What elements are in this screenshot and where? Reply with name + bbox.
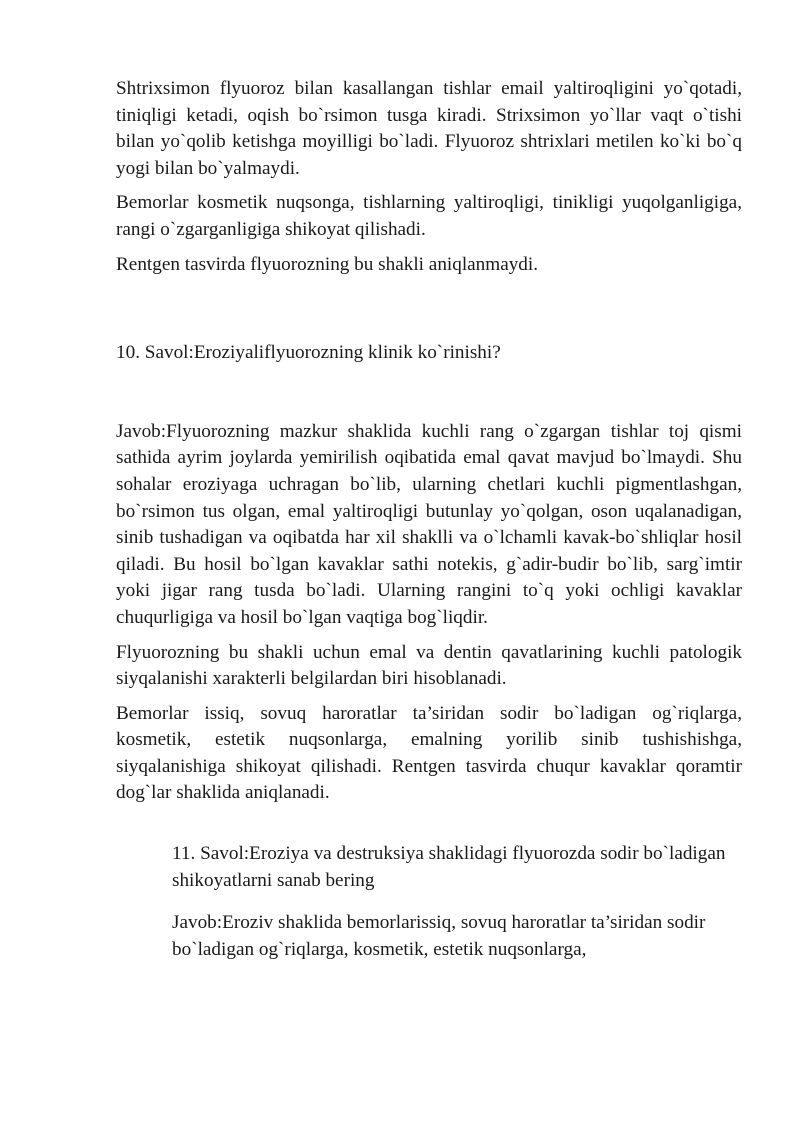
- answer-10-paragraph-3: Bemorlar issiq, sovuq haroratlar ta’siridan sodir bo`ladigan og`riqlarga, kosmetik, estetik nuqsonlarga, emalning yorilib sinib tushishishga, siyqalanishiga shikoyat qilishadi. Rentgen tasvirda chuqur kavaklar qoramtir dog`lar shaklida aniqlanadi.: [116, 702, 742, 804]
- intro-paragraph-3: Rentgen tasvirda flyuorozning bu shakli aniqlanmaydi.: [116, 253, 539, 275]
- intro-paragraph-2: Bemorlar kosmetik nuqsonga, tishlarning yaltiroqligi, tinikligi yuqolganligiga, rangi o`zgarganligiga shikoyat qilishadi.: [116, 192, 742, 240]
- answer-11: Javob:Eroziv shaklida bemorlarissiq, sovuq haroratlar ta’siridan sodir bo`ladigan og`riqlarga, kosmetik, estetik nuqsonlarga,: [172, 912, 706, 960]
- answer-10-paragraph-1: Javob:Flyuorozning mazkur shaklida kuchli rang o`zgargan tishlar toj qismi sathida ayrim joylarda yemirilish oqibatida emal qavat mavjud bo`lmaydi. Shu sohalar eroziyaga uchragan bo`lib, ularning chetlari kuchli pigmentlashgan, bo`rsimon tus olgan, emal yaltiroqligi butunlay yo`qolgan, oson uqalanadigan, sinib tushadigan va oqibatda har xil shaklli va o`lchamli kavak-bo`shliqlar hosil qiladi. Bu hosil bo`lgan kavaklar sathi notekis, g`adir-budir bo`lib, sarg`imtir yoki jigar rang tusda bo`ladi. Ularning rangini to`q yoki ochligi kavaklar chuqurligiga va hosil bo`lgan vaqtiga bog`liqdir.: [116, 420, 742, 628]
- answer-10-paragraph-2: Flyuorozning bu shakli uchun emal va dentin qavatlarining kuchli patologik siyqalanishi xarakterli belgilardan biri hisoblanadi.: [116, 641, 742, 690]
- intro-paragraph-1: Shtrixsimon flyuoroz bilan kasallangan tishlar email yaltiroqligini yo`qotadi, tiniqligi ketadi, oqish bo`rsimon tusga kiradi. Strixsimon yo`llar vaqt o`tishi bilan yo`qolib ketishga moyilligi bo`ladi. Flyuoroz shtrixlari metilen ko`ki bo`q yogi bilan bo`yalmaydi.: [116, 78, 742, 179]
- question-10: 10. Savol:Eroziyaliflyuorozning klinik ko`rinishi?: [116, 342, 501, 364]
- question-11: 11. Savol:Eroziya va destruksiya shaklidagi flyuorozda sodir bo`ladigan shikoyatlarni sanab bering: [172, 843, 726, 891]
- document-page: [116, 76, 742, 963]
